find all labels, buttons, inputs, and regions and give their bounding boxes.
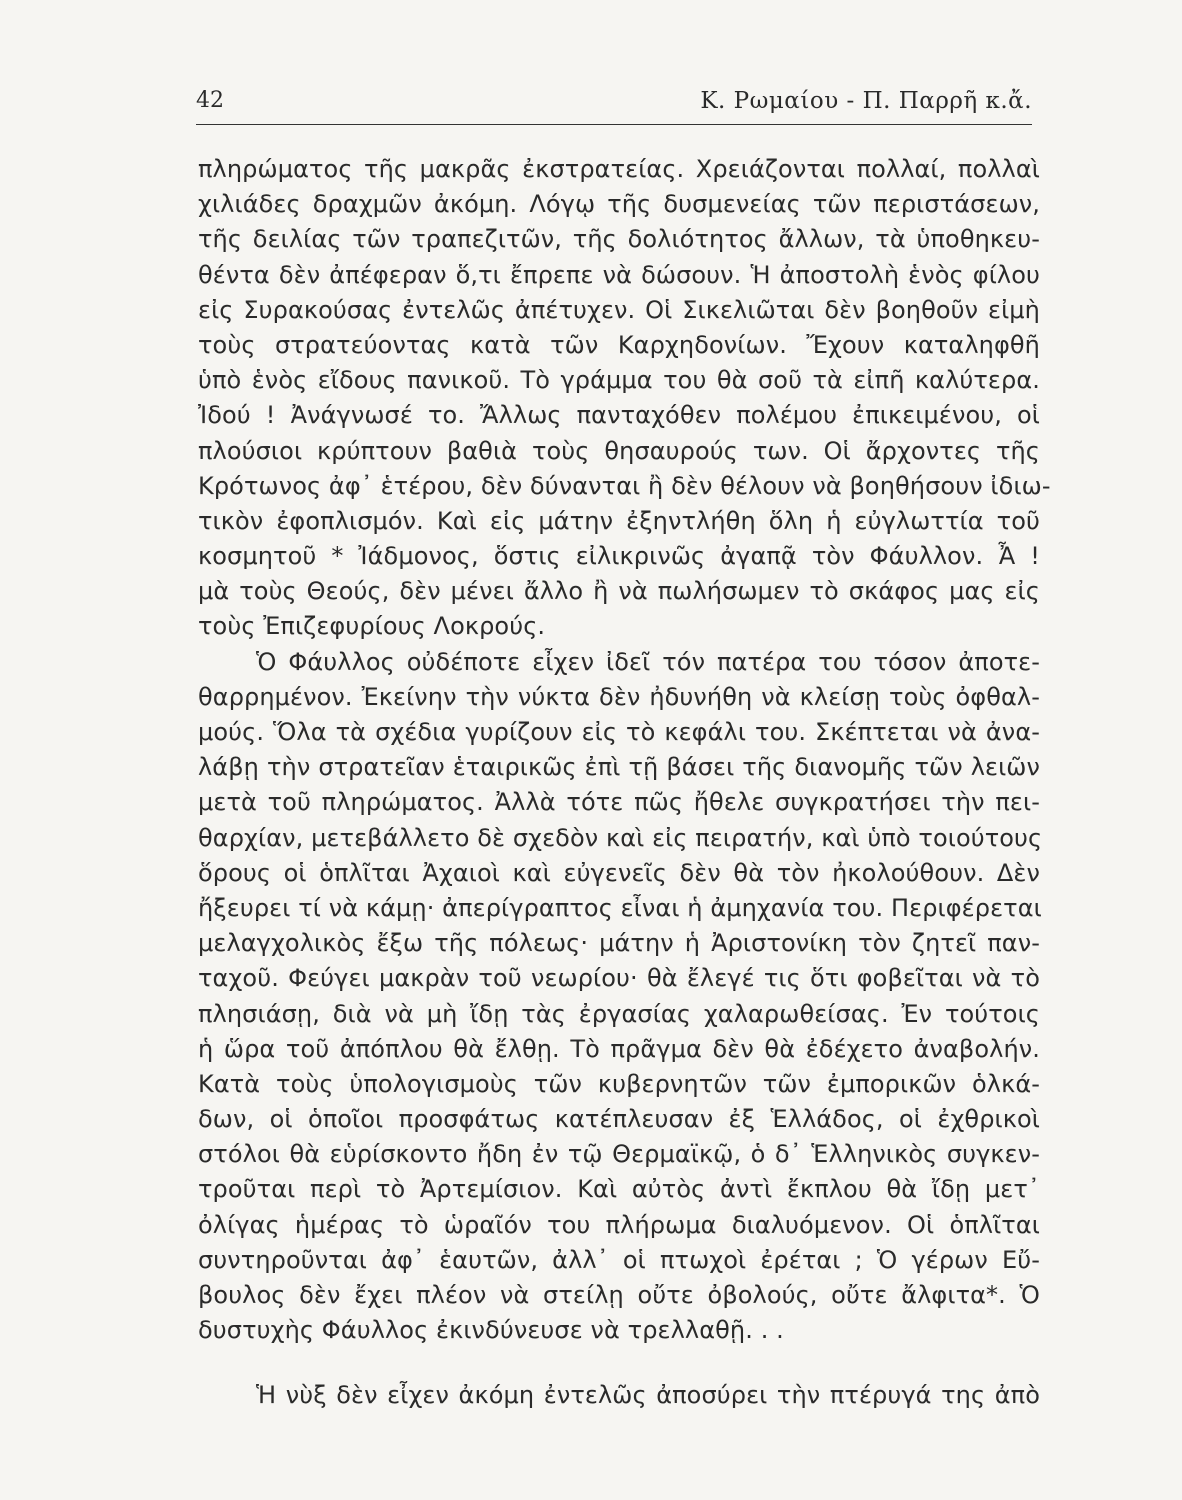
text-line: στόλοι θὰ εὑρίσκοντο ἤδη ἐν τῷ Θερμαϊκῷ, ὁ δ᾽ Ἑλληνικὸς συγκεν- bbox=[198, 1140, 1040, 1169]
paragraph-3 bbox=[198, 1378, 1040, 1413]
text-line: Κατὰ τοὺς ὑπολογισμοὺς τῶν κυβερνητῶν τῶν ἐμπορικῶν ὁλκά- bbox=[198, 1069, 1040, 1098]
text-line: ταχοῦ. Φεύγει μακρὰν τοῦ νεωρίου· θὰ ἔλεγέ τις ὅτι φοβεῖται νὰ τὸ bbox=[198, 964, 1040, 993]
body-text bbox=[198, 152, 1051, 1414]
text-line: τοὺς στρατεύοντας κατὰ τῶν Καρχηδονίων. Ἔχουν καταληφθῆ bbox=[198, 330, 1040, 359]
text-line: ἡ ὥρα τοῦ ἀπόπλου θὰ ἔλθῃ. Τὸ πρᾶγμα δὲν θὰ ἐδέχετο ἀναβολήν. bbox=[198, 1034, 1040, 1063]
text-line: ὑπὸ ἑνὸς εἴδους πανικοῦ. Τὸ γράμμα του θὰ σοῦ τὰ εἰπῆ καλύτερα. bbox=[198, 366, 1040, 395]
text-line: μετὰ τοῦ πληρώματος. Ἀλλὰ τότε πῶς ἤθελε συγκρατήσει τὴν πει- bbox=[198, 788, 1040, 817]
text-line: βουλος δὲν ἔχει πλέον νὰ στείλῃ οὔτε ὀβολούς, οὔτε ἄλφιτα*. Ὁ bbox=[198, 1281, 1040, 1309]
paragraph-gap bbox=[198, 1348, 1040, 1378]
text-line: δυστυχὴς Φάυλλος ἐκινδύνευσε νὰ τρελλαθῇ. . . bbox=[198, 1316, 784, 1345]
text-line: θέντα δὲν ἀπέφεραν ὅ,τι ἔπρεπε νὰ δώσουν. Ἡ ἀποστολὴ ἑνὸς φίλου bbox=[198, 260, 1040, 289]
text-line: μὰ τοὺς Θεούς, δὲν μένει ἄλλο ἢ νὰ πωλήσωμεν τὸ σκάφος μας εἰς bbox=[198, 577, 1040, 606]
paragraph-1 bbox=[198, 152, 1051, 645]
text-line: πλησιάσῃ, διὰ νὰ μὴ ἴδῃ τὰς ἐργασίας χαλαρωθείσας. Ἐν τούτοις bbox=[198, 999, 1040, 1028]
text-line: θαρρημένον. Ἐκείνην τὴν νύκτα δὲν ἠδυνήθη νὰ κλείσῃ τοὺς ὀφθαλ- bbox=[198, 682, 1040, 711]
paragraph-2 bbox=[198, 645, 1043, 1349]
text-line: Ἰδού ! Ἀνάγνωσέ το. Ἄλλως πανταχόθεν πολέμου ἐπικειμένου, οἱ bbox=[198, 401, 1040, 430]
text-line: θαρχίαν, μετεβάλλετο δὲ σχεδὸν καὶ εἰς πειρατήν, καὶ ὑπὸ τοιούτους bbox=[198, 823, 1043, 852]
text-line: κοσμητοῦ * Ἰάδμονος, ὅστις εἰλικρινῶς ἀγαπᾷ τὸν Φάυλλον. Ἆ ! bbox=[198, 542, 1040, 571]
text-line: Ἡ νὺξ δὲν εἶχεν ἀκόμη ἐντελῶς ἀποσύρει τὴν πτέρυγά της ἀπὸ bbox=[256, 1381, 1040, 1410]
text-line: μελαγχολικὸς ἔξω τῆς πόλεως· μάτην ἡ Ἀριστονίκη τὸν ζητεῖ παν- bbox=[198, 929, 1040, 958]
running-head: Κ. Ρωμαίου - Π. Παρρῆ κ.ἄ. bbox=[700, 88, 1032, 114]
text-line: πληρώματος τῆς μακρᾶς ἐκστρατείας. Χρειάζονται πολλαί, πολλαὶ bbox=[198, 155, 1040, 183]
text-line: Ὁ Φάυλλος οὐδέποτε εἶχεν ἰδεῖ τόν πατέρα του τόσον ἀποτε- bbox=[256, 647, 1040, 676]
page-header bbox=[196, 88, 1032, 124]
text-line: Κρότωνος ἀφ᾽ ἑτέρου, δὲν δύνανται ἢ δὲν θέλουν νὰ βοηθήσουν ἰδιω- bbox=[198, 471, 1051, 500]
page-number: 42 bbox=[196, 88, 224, 113]
text-line: δων, οἱ ὁποῖοι προσφάτως κατέπλευσαν ἐξ Ἑλλάδος, οἱ ἐχθρικοὶ bbox=[198, 1105, 1040, 1134]
text-line: εἰς Συρακούσας ἐντελῶς ἀπέτυχεν. Οἱ Σικελιῶται δὲν βοηθοῦν εἰμὴ bbox=[198, 295, 1040, 324]
text-line: τῆς δειλίας τῶν τραπεζιτῶν, τῆς δολιότητος ἄλλων, τὰ ὑποθηκευ- bbox=[198, 225, 1040, 254]
text-line: τροῦται περὶ τὸ Ἀρτεμίσιον. Καὶ αὐτὸς ἀντὶ ἔκπλου θὰ ἴδῃ μετ᾽ bbox=[198, 1175, 1040, 1204]
text-line: ὅρους οἱ ὁπλῖται Ἀχαιοὶ καὶ εὐγενεῖς δὲν θὰ τὸν ἠκολούθουν. Δὲν bbox=[198, 858, 1040, 887]
text-line: ἤξευρει τί νὰ κάμῃ· ἀπερίγραπτος εἶναι ἡ ἀμηχανία του. Περιφέρεται bbox=[198, 893, 1042, 922]
header-rule bbox=[196, 124, 1032, 125]
text-line: ὀλίγας ἡμέρας τὸ ὡραῖόν του πλήρωμα διαλυόμενον. Οἱ ὁπλῖται bbox=[198, 1210, 1040, 1239]
text-line: μούς. Ὅλα τὰ σχέδια γυρίζουν εἰς τὸ κεφάλι του. Σκέπτεται νὰ ἀνα- bbox=[198, 718, 1040, 746]
text-line: συντηροῦνται ἀφ᾽ ἑαυτῶν, ἀλλ᾽ οἱ πτωχοὶ ἐρέται ; Ὁ γέρων Εὔ- bbox=[198, 1245, 1040, 1274]
text-line: λάβῃ τὴν στρατεῖαν ἑταιρικῶς ἐπὶ τῇ βάσει τῆς διανομῆς τῶν λειῶν bbox=[198, 753, 1040, 782]
text-line: τικὸν ἐφοπλισμόν. Καὶ εἰς μάτην ἐξηντλήθη ὅλη ἡ εὐγλωττία τοῦ bbox=[198, 506, 1040, 535]
text-line: τοὺς Ἐπιζεφυρίους Λοκρούς. bbox=[198, 612, 546, 641]
text-line: πλούσιοι κρύπτουν βαθιὰ τοὺς θησαυρούς των. Οἱ ἄρχοντες τῆς bbox=[198, 436, 1040, 465]
text-line: χιλιάδες δραχμῶν ἀκόμη. Λόγῳ τῆς δυσμενείας τῶν περιστάσεων, bbox=[198, 190, 1040, 219]
